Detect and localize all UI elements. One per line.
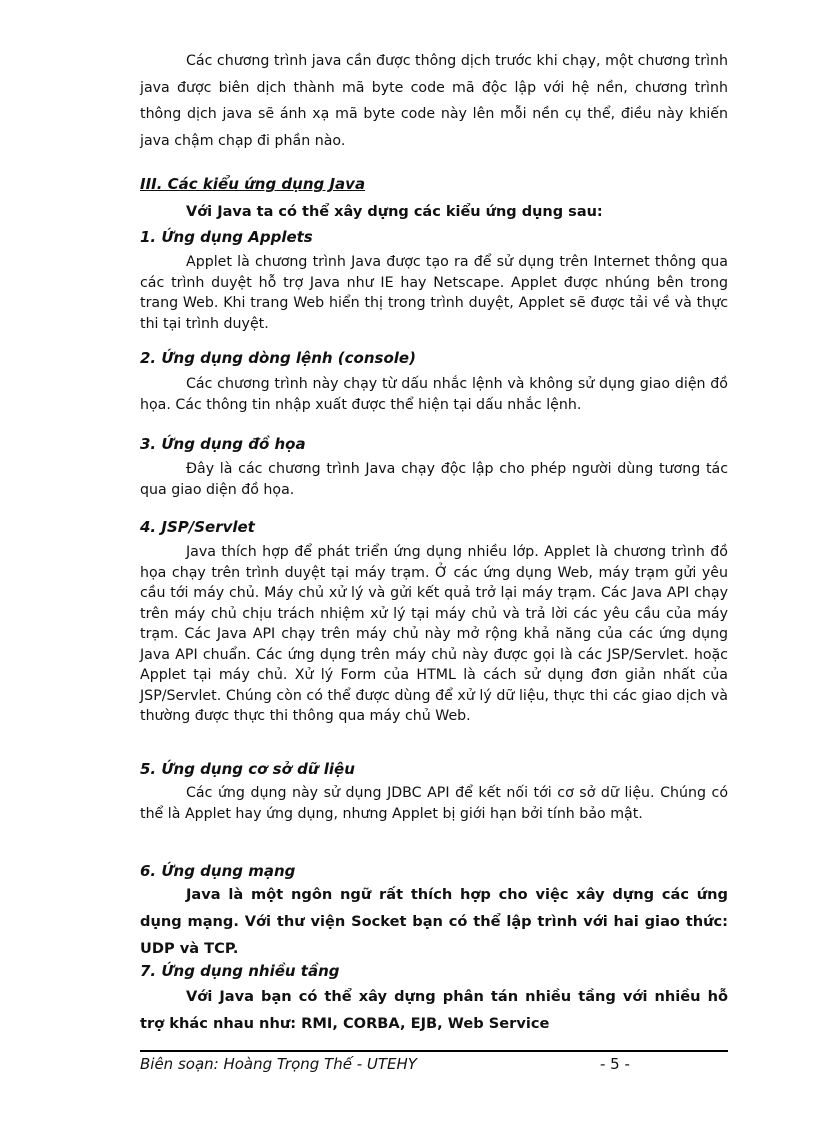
- heading-network: 6. Ứng dụng mạng: [140, 862, 296, 880]
- page-number: - 5 -: [600, 1055, 630, 1073]
- heading-database: 5. Ứng dụng cơ sở dữ liệu: [140, 760, 355, 778]
- heading-graphics: 3. Ứng dụng đồ họa: [140, 435, 306, 453]
- section-heading: III. Các kiểu ứng dụng Java: [140, 175, 366, 193]
- heading-console: 2. Ứng dụng dòng lệnh (console): [140, 349, 416, 367]
- paragraph-console: Các chương trình này chạy từ dấu nhắc lệnh và không sử dụng giao diện đồ họa. Các thông tin nhập xuất được thể hiện tại dấu nhắc lệnh.: [140, 376, 728, 413]
- paragraph-database: Các ứng dụng này sử dụng JDBC API để kết nối tới cơ sở dữ liệu. Chúng có thể là Applet hay ứng dụng, nhưng Applet bị giới hạn bởi tính bảo mật.: [140, 785, 728, 822]
- heading-multitier: 7. Ứng dụng nhiều tầng: [140, 962, 340, 980]
- footer-author: Biên soạn: Hoàng Trọng Thế - UTEHY: [140, 1055, 417, 1073]
- paragraph-graphics: Đây là các chương trình Java chạy độc lập cho phép người dùng tương tác qua giao diện đồ họa.: [140, 461, 728, 498]
- intro-paragraph: Các chương trình java cần được thông dịch trước khi chạy, một chương trình java được biên dịch thành mã byte code mã độc lập với hệ nền, chương trình thông dịch java sẽ ánh xạ mã byte code này lên mỗi nền cụ thể, điều này khiến java chậm chạp đi phần nào.: [140, 53, 728, 149]
- section-lead: Với Java ta có thể xây dựng các kiểu ứng dụng sau:: [186, 204, 603, 220]
- paragraph-network: Java là một ngôn ngữ rất thích hợp cho việc xây dựng các ứng dụng mạng. Với thư viện Socket bạn có thể lập trình với hai giao thức: UDP và TCP.: [140, 886, 728, 957]
- footer-rule: [140, 1050, 728, 1052]
- paragraph-multitier: Với Java bạn có thể xây dựng phân tán nhiều tầng với nhiều hỗ trợ khác nhau như: RMI, CORBA, EJB, Web Service: [140, 988, 728, 1032]
- heading-jsp-servlet: 4. JSP/Servlet: [140, 518, 255, 536]
- paragraph-jsp-servlet: Java thích hợp để phát triển ứng dụng nhiều lớp. Applet là chương trình đồ họa chạy trên trình duyệt tại máy trạm. Ở các ứng dụng Web, máy trạm gửi yêu cầu tới máy chủ. Máy chủ xử lý và gửi kết quả trở lại máy trạm. Các Java API chạy trên máy chủ chịu trách nhiệm xử lý tại máy chủ và trả lời các yêu cầu của máy trạm. Các Java API chạy trên máy chủ này mở rộng khả năng của các ứng dụng Java API chuẩn. Các ứng dụng trên máy chủ này được gọi là các JSP/Servlet. hoặc Applet tại máy chủ. Xử lý Form của HTML là cách sử dụng đơn giản nhất của JSP/Servlet. Chúng còn có thể được dùng để xử lý dữ liệu, thực thi các giao dịch và thường được thực thi thông qua máy chủ Web.: [140, 544, 728, 724]
- heading-applets: 1. Ứng dụng Applets: [140, 228, 313, 246]
- paragraph-applets: Applet là chương trình Java được tạo ra để sử dụng trên Internet thông qua các trình duyệt hỗ trợ Java như IE hay Netscape. Applet được nhúng bên trong trang Web. Khi trang Web hiển thị trong trình duyệt, Applet sẽ được tải về và thực thi tại trình duyệt.: [140, 254, 728, 332]
